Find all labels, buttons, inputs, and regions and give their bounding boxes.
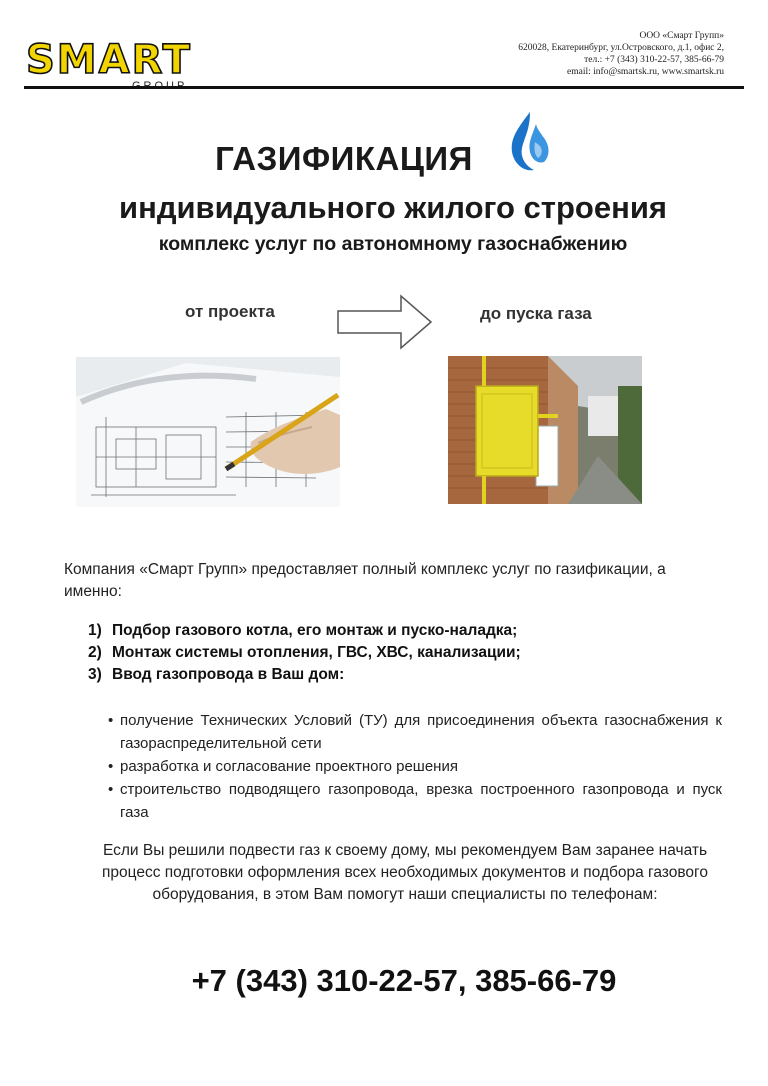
blueprint-image: [76, 357, 340, 507]
recommendation-paragraph: Если Вы решили подвести газ к своему дому, мы рекомендуем Вам заранее начать процесс подготовки оформления всех необходимых документов и подбора газового оборудования, в этом Вам помогут наши специалисты по телефонам:: [102, 842, 708, 903]
gas-meter-house-image: [448, 356, 642, 504]
title-line-2: индивидуального жилого строения: [119, 190, 667, 225]
arrow-right-icon: [335, 292, 435, 352]
header-divider: [24, 86, 744, 89]
company-address: 620028, Екатеринбург, ул.Островского, д.1, офис 2,: [518, 43, 724, 53]
list-item-number: 3): [88, 666, 102, 683]
list-item-text: Подбор газового котла, его монтаж и пуско-наладка;: [112, 622, 518, 639]
intro-paragraph: Компания «Смарт Групп» предоставляет полный комплекс услуг по газификации, а именно:: [64, 561, 666, 600]
title-line-3: комплекс услуг по автономному газоснабжению: [158, 233, 628, 255]
to-gas-start-label: до пуска газа: [480, 304, 592, 323]
list-item: [88, 620, 728, 642]
bullet-item: • разработка и согласование проектного решения: [108, 755, 722, 778]
list-item: [88, 642, 728, 664]
gas-input-substeps: [108, 709, 722, 824]
list-item: [88, 664, 728, 686]
bullet-item: • строительство подводящего газопровода, врезка построенного газопровода и пуск газа: [108, 778, 722, 824]
list-item-number: 2): [88, 644, 102, 661]
logo-wordmark: SMART: [26, 37, 192, 83]
contact-phone-numbers: +7 (343) 310-22-57, 385-66-79: [191, 963, 617, 998]
list-item-number: 1): [88, 622, 102, 639]
list-item-text: Ввод газопровода в Ваш дом:: [112, 666, 345, 683]
title-line-1: [0, 140, 768, 178]
header-contact-block: [518, 30, 724, 78]
company-phones: тел.: +7 (343) 310-22-57, 385-66-79: [584, 55, 724, 65]
company-email-web: email: info@smartsk.ru, www.smartsk.ru: [567, 67, 724, 77]
bullet-item: • получение Технических Условий (ТУ) для присоединения объекта газоснабжения к газораспределительной сети: [108, 709, 722, 755]
title-main: ГАЗИФИКАЦИЯ: [215, 140, 473, 177]
services-list: [88, 620, 728, 686]
from-project-label: от проекта: [185, 302, 275, 321]
company-name: ООО «Смарт Групп»: [639, 31, 724, 41]
gas-flame-icon: [504, 110, 554, 174]
list-item-text: Монтаж системы отопления, ГВС, ХВС, канализации;: [112, 644, 521, 661]
